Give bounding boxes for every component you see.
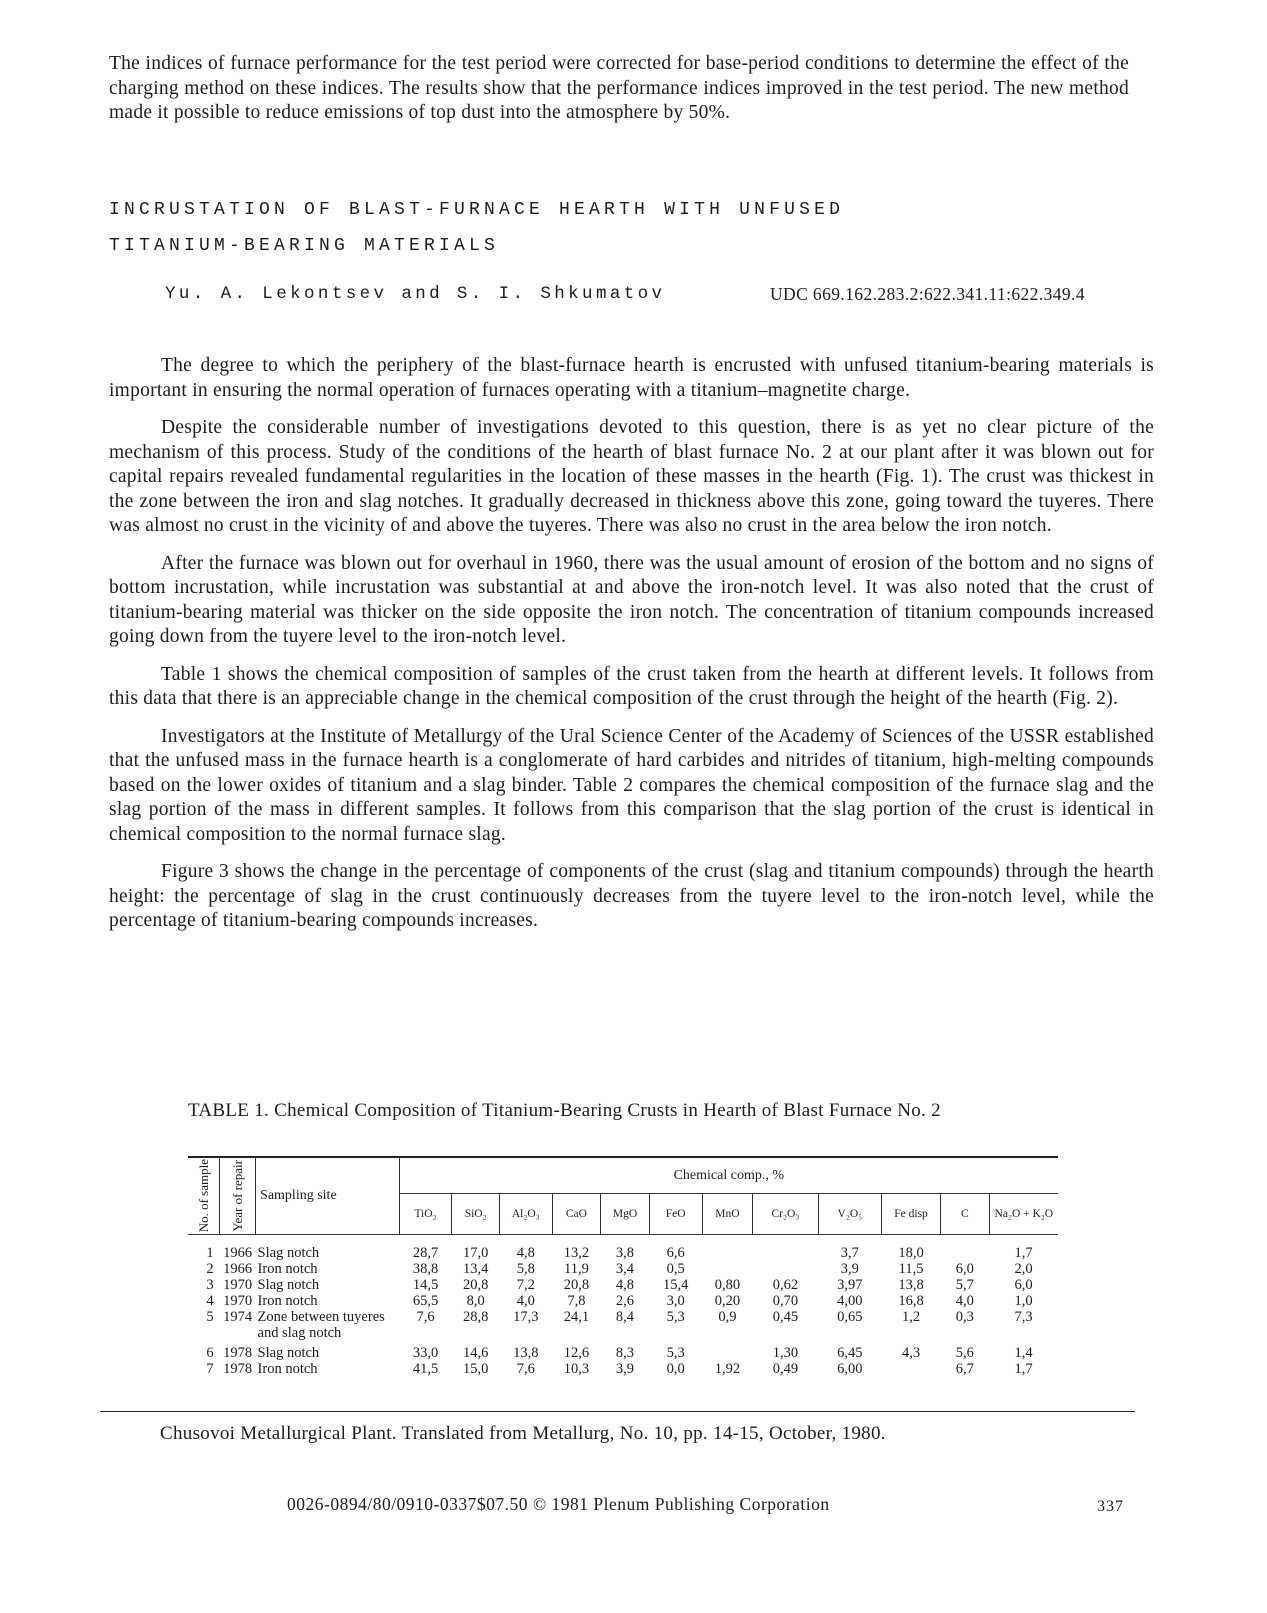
cell-value: 3,4 [615,1261,635,1278]
cell-value: 6,0 [1014,1277,1033,1294]
cell-value [941,1235,990,1262]
footer-source: Chusovoi Metallurgical Plant. Translated from Metallurg, No. 10, pp. 14-15, October, 1980. [160,1423,886,1444]
cell-value: 5,3 [666,1345,685,1362]
table-row [188,1361,1058,1377]
cell-sample-no: 2 [206,1261,214,1278]
cell-site: Iron notch [257,1361,318,1378]
cell-value: 1,7 [1014,1245,1033,1262]
paragraph-5: Investigators at the Institute of Metallurgy of the Ural Science Center of the Academy of Sciences of the USSR established that the unfused mass in the furnace hearth is a conglomerate of hard carbides and nitrides of titanium, high-melting compounds based on the lower oxides of titanium and a slag binder. Table 2 compares the chemical composition of the furnace slag and the slag portion of the mass in different samples. It follows from this comparison that the slag portion of the crust is identical in chemical composition to the normal furnace slag. [109,725,1154,845]
cell-value: 7,8 [567,1293,586,1310]
cell-sample-no: 5 [206,1309,214,1326]
table-row [188,1261,1058,1277]
cell-value: 17,0 [462,1245,489,1262]
table1-caption: TABLE 1. Chemical Composition of Titanium-Bearing Crusts in Hearth of Blast Furnace No. 2 [188,1100,941,1121]
cell-value: 0,3 [955,1309,974,1326]
cell-value: 7,3 [1014,1309,1033,1326]
page-number: 337 [1097,1498,1124,1515]
table1-body [188,1235,1058,1378]
intro-paragraph: The indices of furnace performance for the test period were corrected for base-period conditions to determine the effect of the charging method on these indices. The results show that the performance indices improved in the test period. The new method made it possible to reduce emissions of top dust into the atmosphere by 50%. [109,53,1129,123]
cell-sample-no: 4 [206,1293,214,1310]
cell-value: 1,0 [1014,1293,1033,1310]
cell-value: 6,00 [837,1361,863,1378]
paragraph-6: Figure 3 shows the change in the percentage of components of the crust (slag and titanium compounds) through the hearth height: the percentage of slag in the crust continuously decreases from the tuyere level to the iron-notch level, while the percentage of titanium-bearing compounds increases. [109,861,1154,931]
cell-value: 13,8 [898,1277,924,1294]
col-year [220,1157,256,1235]
cell-value: 4,0 [955,1293,974,1310]
cell-value: 0,20 [714,1293,741,1310]
cell-year: 1978 [223,1345,253,1362]
cell-value: 11,5 [898,1261,924,1278]
col-feo: FeO [649,1194,702,1235]
cell-value: 20,8 [462,1277,489,1294]
col-cao: CaO [552,1194,601,1235]
col-sample-no-label: No. of sample [195,1159,211,1233]
cell-value: 28,7 [412,1245,439,1262]
cell-value: 8,0 [466,1293,485,1310]
cell-value: 3,9 [615,1361,635,1378]
cell-value: 2,6 [615,1293,635,1310]
cell-value: 38,8 [412,1261,439,1278]
cell-value: 4,00 [837,1293,863,1310]
col-site: Sampling site [256,1157,400,1235]
col-mgo: MgO [601,1194,650,1235]
cell-year: 1974 [223,1309,253,1326]
col-v2o5: V₂O₅ [818,1194,881,1235]
cell-value [702,1261,753,1277]
cell-value: 5,3 [666,1309,685,1326]
cell-site: Zone between tuyeres and slag notch [257,1309,385,1342]
cell-value: 13,8 [513,1345,539,1362]
cell-value: 3,0 [666,1293,685,1310]
cell-value: 13,4 [462,1261,489,1278]
paragraph-3: After the furnace was blown out for overhaul in 1960, there was the usual amount of erosion of the bottom and no signs of bottom incrustation, while incrustation was substantial at and above the iron-notch level. It was also noted that the crust of titanium-bearing material was thicker on the side opposite the iron notch. The concentration of titanium compounds increased going down from the tuyere level to the iron-notch level. [109,552,1154,647]
cell-value: 18,0 [898,1245,924,1262]
cell-value: 1,4 [1014,1345,1033,1362]
col-c: C [941,1194,990,1235]
cell-year: 1978 [223,1361,253,1378]
table1 [188,1157,1058,1377]
cell-value: 1,30 [772,1345,799,1362]
col-cr2o3: Cr₂O₃ [753,1194,818,1235]
cell-value: 65,5 [412,1293,439,1310]
cell-sample-no: 3 [206,1277,214,1294]
cell-value: 3,97 [837,1277,863,1294]
cell-value [702,1235,753,1262]
cell-value: 0,9 [718,1309,737,1326]
article-title-line1: INCRUSTATION OF BLAST-FURNACE HEARTH WITH UNFUSED [109,200,845,220]
cell-value: 3,8 [615,1245,635,1262]
cell-value: 17,3 [513,1309,539,1326]
cell-value [753,1235,818,1262]
cell-site: Iron notch [257,1293,318,1310]
cell-value: 0,65 [837,1309,863,1326]
cell-value: 6,7 [955,1361,974,1378]
article-title-line2: TITANIUM-BEARING MATERIALS [109,236,500,256]
cell-value: 15,0 [462,1361,489,1378]
article-title [109,198,1149,258]
cell-value: 11,9 [564,1261,589,1278]
col-na2o-k2o: Na₂O + K₂O [989,1194,1058,1235]
paragraph-1: The degree to which the periphery of the blast-furnace hearth is encrusted with unfused titanium-bearing materials is important in ensuring the normal operation of furnaces operating with a titanium–magnetite charge. [109,355,1154,401]
cell-value: 13,2 [563,1245,590,1262]
cell-value: 1,92 [714,1361,741,1378]
cell-value: 0,0 [666,1361,685,1378]
cell-value: 14,5 [412,1277,439,1294]
cell-value: 41,5 [412,1361,439,1378]
cell-value: 16,8 [898,1293,924,1310]
table-row [188,1277,1058,1293]
cell-value: 7,2 [516,1277,535,1294]
cell-value: 15,4 [662,1277,689,1294]
cell-sample-no: 7 [206,1361,214,1378]
cell-value: 4,0 [516,1293,535,1310]
cell-value [753,1261,818,1277]
cell-value: 24,1 [563,1309,590,1326]
authors: Yu. A. Lekontsev and S. I. Shkumatov [165,284,666,304]
cell-value: 10,3 [563,1361,590,1378]
cell-value: 0,45 [772,1309,799,1326]
cell-value: 3,7 [840,1245,859,1262]
cell-sample-no: 6 [206,1345,214,1362]
table-row [188,1293,1058,1309]
cell-value: 4,8 [516,1245,535,1262]
copyright-line: 0026-0894/80/0910-0337$07.50 © 1981 Plenum Publishing Corporation [287,1494,830,1514]
cell-value: 4,3 [901,1345,921,1362]
udc-code: UDC 669.162.283.2:622.341.11:622.349.4 [770,284,1085,304]
cell-year: 1966 [223,1261,253,1278]
cell-sample-no: 1 [206,1245,214,1262]
cell-value: 6,45 [837,1345,863,1362]
col-al2o3: Al₂O₃ [499,1194,552,1235]
table-row [188,1309,1058,1341]
col-mno: MnO [702,1194,753,1235]
article-body [109,354,1154,934]
cell-value: 0,70 [772,1293,799,1310]
cell-value: 5,8 [516,1261,535,1278]
col-sample-no [188,1157,220,1235]
cell-site: Slag notch [257,1277,320,1294]
cell-year: 1970 [223,1277,253,1294]
cell-value: 7,6 [516,1361,535,1378]
cell-value: 4,8 [615,1277,635,1294]
cell-value: 5,6 [955,1345,974,1362]
cell-value: 2,0 [1014,1261,1033,1278]
cell-value: 8,3 [615,1345,635,1362]
cell-value [702,1341,753,1361]
footer-rule [100,1411,1135,1412]
cell-value: 12,6 [563,1345,590,1362]
cell-value: 1,2 [901,1309,921,1326]
cell-value: 0,49 [772,1361,799,1378]
col-fe-disp: Fe disp [881,1194,940,1235]
cell-site: Iron notch [257,1261,318,1278]
cell-value: 0,5 [666,1261,685,1278]
cell-value: 14,6 [462,1345,489,1362]
cell-value: 0,80 [714,1277,741,1294]
cell-value [881,1361,940,1377]
cell-value: 3,9 [840,1261,859,1278]
cell-value: 5,7 [955,1277,974,1294]
col-year-label: Year of repair [229,1159,245,1232]
paragraph-2: Despite the considerable number of investigations devoted to this question, there is as yet no clear picture of the mechanism of this process. Study of the conditions of the hearth of blast furnace No. 2 at our plant after it was blown out for capital repairs revealed fundamental regularities in the location of these masses in the hearth (Fig. 1). The crust was thickest in the zone between the iron and slag notches. It gradually decreased in thickness above this zone, going toward the tuyeres. There was almost no crust in the vicinity of and above the tuyeres. There was also no crust in the area below the iron notch. [109,417,1154,536]
col-group-chemical: Chemical comp., % [399,1157,1058,1194]
table-row [188,1235,1058,1262]
cell-value: 0,62 [772,1277,799,1294]
cell-value: 28,8 [462,1309,489,1326]
cell-value: 20,8 [563,1277,590,1294]
cell-value: 8,4 [615,1309,635,1326]
cell-site: Slag notch [257,1345,320,1362]
cell-value: 6,6 [666,1245,685,1262]
table-row [188,1341,1058,1361]
cell-site: Slag notch [257,1245,320,1262]
paragraph-4: Table 1 shows the chemical composition of samples of the crust taken from the hearth at different levels. It follows from this data that there is an appreciable change in the chemical composition of the crust through the height of the hearth (Fig. 2). [109,663,1154,709]
cell-year: 1970 [223,1293,253,1310]
cell-value: 6,0 [955,1261,974,1278]
cell-value: 33,0 [412,1345,439,1362]
cell-year: 1966 [223,1245,253,1262]
cell-value: 1,7 [1014,1361,1033,1378]
col-sio2: SiO₂ [452,1194,500,1235]
cell-value: 7,6 [416,1309,435,1326]
col-tio2: TiO₂ [399,1194,452,1235]
